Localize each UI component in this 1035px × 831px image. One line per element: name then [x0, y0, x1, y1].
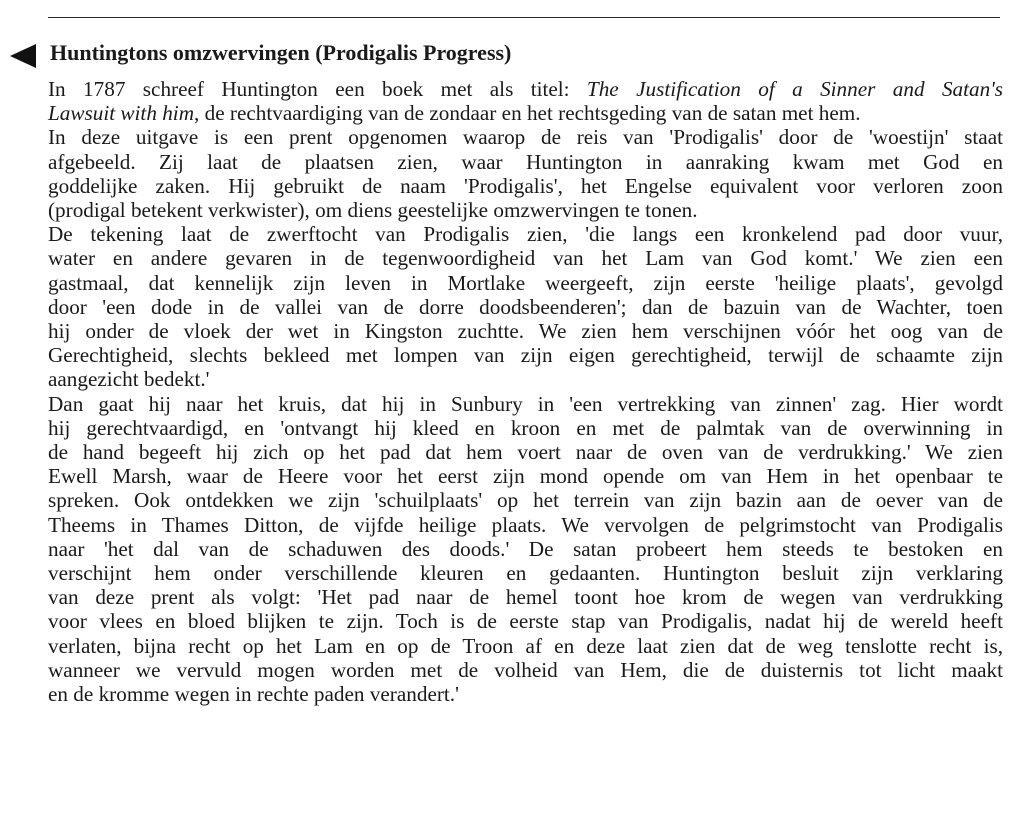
text-line: Dan gaat hij naar het kruis, dat hij in Sunbury in 'een vertrekking van zinnen' zag. Hier wordt	[48, 391, 1003, 416]
text-line: gastmaal, dat kennelijk zijn leven in Mortlake weergeeft, zijn eerste 'heilige plaats', gevolgd	[48, 270, 1003, 295]
text-line: Ewell Marsh, waar de Heere voor het eerst zijn mond opende om van Hem in het openbaar te	[48, 464, 1003, 489]
text-line: spreken. Ook ontdekken we zijn 'schuilplaats' op het terrein van zijn bazin aan de oever van de	[48, 488, 1003, 513]
text-line: aangezicht bedekt.'	[48, 367, 210, 392]
text-line: verschijnt hem onder verschillende kleuren en gedaanten. Huntington besluit zijn verklaring	[48, 561, 1003, 586]
text-line: De tekening laat de zwerftocht van Prodigalis zien, 'die langs een kronkelend pad door vuur,	[48, 222, 1003, 247]
text-line: In deze uitgave is een prent opgenomen waarop de reis van 'Prodigalis' door de 'woestijn' staat	[48, 125, 1003, 150]
text-line: door 'een dode in de vallei van de dorre doodsbeenderen'; dan de bazuin van de Wachter, toen	[48, 294, 1003, 319]
section-heading: Huntingtons omzwervingen (Prodigalis Progress)	[50, 40, 512, 65]
top-rule	[48, 17, 1000, 18]
text-line: verlaten, bijna recht op het Lam en op de Troon af en deze laat zien dat de weg tenslotte recht is,	[48, 633, 1003, 658]
text-line: en de kromme wegen in rechte paden verandert.'	[48, 682, 459, 707]
text-line: In 1787 schreef Huntington een boek met als titel: The Justification of a Sinner and Satan's	[48, 77, 1003, 101]
text-line: wanneer we vervuld mogen worden met de volheid van Hem, die de duisternis tot licht maakt	[48, 657, 1003, 682]
text-line: Gerechtigheid, slechts bekleed met lompen van zijn eigen gerechtigheid, terwijl de schaamte zijn	[48, 343, 1003, 368]
text-line: voor vlees en bloed blijken te zijn. Toch is de eerste stap van Prodigalis, nadat hij de wereld heeft	[48, 609, 1003, 634]
text-line: goddelijke zaken. Hij gebruikt de naam 'Prodigalis', het Engelse equivalent voor verloren zoon	[48, 173, 1003, 198]
text-line: Theems in Thames Ditton, de vijfde heilige plaats. We vervolgen de pelgrimstocht van Prodigalis	[48, 512, 1003, 537]
text-line: Lawsuit with him, de rechtvaardiging van de zondaar en het rechtsgeding van de satan met hem.	[48, 101, 861, 126]
text-line: naar 'het dal van de schaduwen des doods.' De satan probeert hem steeds te bestoken en	[48, 536, 1003, 561]
text-line: (prodigal betekent verkwister), om diens geestelijke omzwervingen te tonen.	[48, 198, 698, 223]
text-line: hij onder de vloek der wet in Kingston zuchtte. We zien hem verschijnen vóór het oog van de	[48, 319, 1003, 344]
text-line: van deze prent als volgt: 'Het pad naar de hemel toont hoe krom de wegen van verdrukking	[48, 585, 1003, 610]
text-line: hij gerechtvaardigd, en 'ontvangt hij kleed en kroon en met de palmtak van de overwinning in	[48, 415, 1003, 440]
text-line: de hand begeeft hij zich op het pad dat hem voert naar de oven van de verdrukking.' We zien	[48, 440, 1003, 465]
body-text	[48, 77, 1003, 706]
text-line: water en andere gevaren in de tegenwoordigheid van het Lam van God komt.' We zien een	[48, 246, 1003, 271]
text-line: afgebeeld. Zij laat de plaatsen zien, waar Huntington in aanraking kwam met God en	[48, 149, 1003, 174]
left-arrow-icon	[10, 44, 36, 68]
